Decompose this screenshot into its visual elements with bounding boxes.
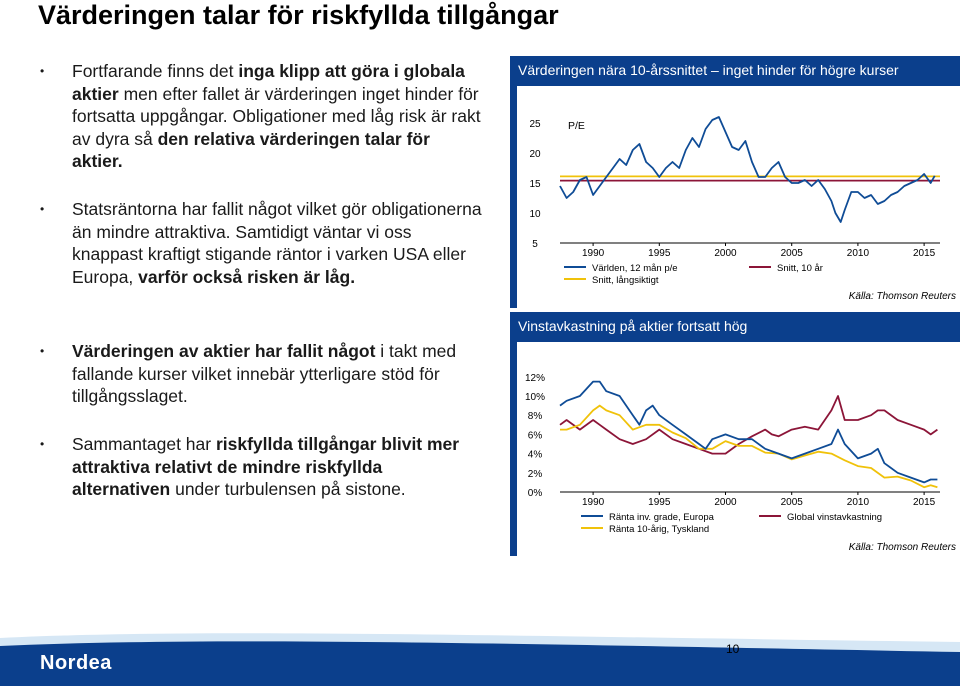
x-tick-label: 2005 (780, 497, 803, 508)
y-tick-label: 8% (527, 411, 543, 423)
x-tick-label: 1995 (648, 497, 671, 508)
x-tick-label: 2015 (912, 248, 936, 259)
y-tick-label: 10% (524, 392, 546, 403)
x-tick-label: 2000 (714, 248, 737, 259)
x-tick-label: 1990 (581, 497, 605, 508)
chart-panel-yield (510, 312, 960, 556)
legend-label: Ränta 10-årig, Tyskland (609, 524, 710, 535)
pe-chart-svg (517, 86, 960, 308)
bullet-bold-text: varför också risken är låg. (138, 266, 356, 287)
yield-chart-svg (517, 342, 960, 556)
y-tick-label: 4% (527, 449, 543, 461)
footer-band (0, 628, 960, 686)
chart-title: Vinstavkastning på aktier fortsatt hög (518, 318, 748, 334)
y-tick-label: 20 (529, 149, 541, 160)
bullet-text (72, 60, 482, 173)
y-axis-label: P/E (568, 120, 585, 132)
legend-label: Global vinstavkastning (787, 512, 883, 523)
bullet-bold-text: Värderingen av aktier har fallit något (72, 341, 376, 361)
series-line-1 (560, 406, 937, 488)
bullet-plain-text: Sammantaget har (72, 434, 216, 454)
page-title: Värderingen talar för riskfyllda tillgångar (38, 0, 559, 30)
bullet-plain-text: Statsräntorna har fallit något vilket gör obligationerna än mindre attraktiva. Samtidigt väntar vi oss knappast kraftigt stigande räntor i varken USA eller Europa, (72, 199, 482, 287)
page-number: 10 (726, 642, 740, 656)
y-tick-label: 2% (527, 468, 543, 480)
y-tick-label: 12% (524, 372, 546, 384)
source-note: Källa: Thomson Reuters (848, 542, 956, 553)
series-line-0 (560, 382, 937, 483)
x-tick-label: 1990 (581, 248, 605, 259)
bullet-text (72, 198, 482, 288)
x-tick-label: 2015 (912, 497, 936, 508)
chart-panel-pe (510, 56, 960, 308)
bullet-plain-text: i takt med fallande kurser vilket innebär ytterligare stöd för tillgångsslaget. (72, 341, 457, 406)
nordea-logo: Nordea (40, 652, 112, 674)
bullet-text (72, 433, 482, 501)
x-tick-label: 2000 (714, 497, 737, 508)
bullet-text (72, 340, 482, 408)
x-tick-label: 2005 (780, 248, 803, 259)
bullet-plain-text: Fortfarande finns det (72, 61, 239, 81)
bullet-dot-icon: • (40, 202, 45, 216)
bullet-bold-text: inga klipp att göra i globala aktier (72, 61, 465, 104)
y-tick-label: 25 (529, 119, 541, 130)
bullet-dot-icon: • (40, 437, 45, 451)
legend-label: Ränta inv. grade, Europa (609, 512, 714, 523)
x-tick-label: 2010 (846, 248, 870, 259)
series-line-0 (560, 117, 935, 222)
chart-area (517, 342, 960, 556)
legend-label: Snitt, 10 år (777, 263, 823, 274)
x-tick-label: 1995 (648, 248, 671, 259)
y-tick-label: 0% (527, 488, 543, 499)
source-note: Källa: Thomson Reuters (848, 291, 956, 302)
legend-label: Snitt, långsiktigt (592, 275, 659, 286)
chart-area (517, 86, 960, 308)
y-tick-label: 5 (532, 239, 538, 250)
bullet-plain-text: men efter fallet är värderingen inget hinder för fortsatta uppgångar. Obligationer med låg risk är rakt av dyra så (72, 83, 481, 149)
x-tick-label: 2010 (846, 497, 870, 508)
chart-title: Värderingen nära 10-årssnittet – inget hinder för högre kurser (518, 62, 899, 78)
bullet-dot-icon: • (40, 344, 45, 358)
bullet-bold-text: den relativa värderingen talar för aktier. (72, 128, 430, 171)
series-line-2 (560, 396, 937, 454)
y-tick-label: 6% (527, 430, 543, 442)
y-tick-label: 15 (529, 179, 541, 190)
legend-label: Världen, 12 mån p/e (592, 263, 678, 274)
bullet-dot-icon: • (40, 64, 45, 78)
bullet-bold-text: riskfyllda tillgångar blivit mer attraktiva relativt de mindre riskfyllda alternativen (72, 434, 460, 499)
y-tick-label: 10 (529, 209, 541, 220)
bullet-plain-text: under turbulensen på sistone. (170, 479, 406, 499)
